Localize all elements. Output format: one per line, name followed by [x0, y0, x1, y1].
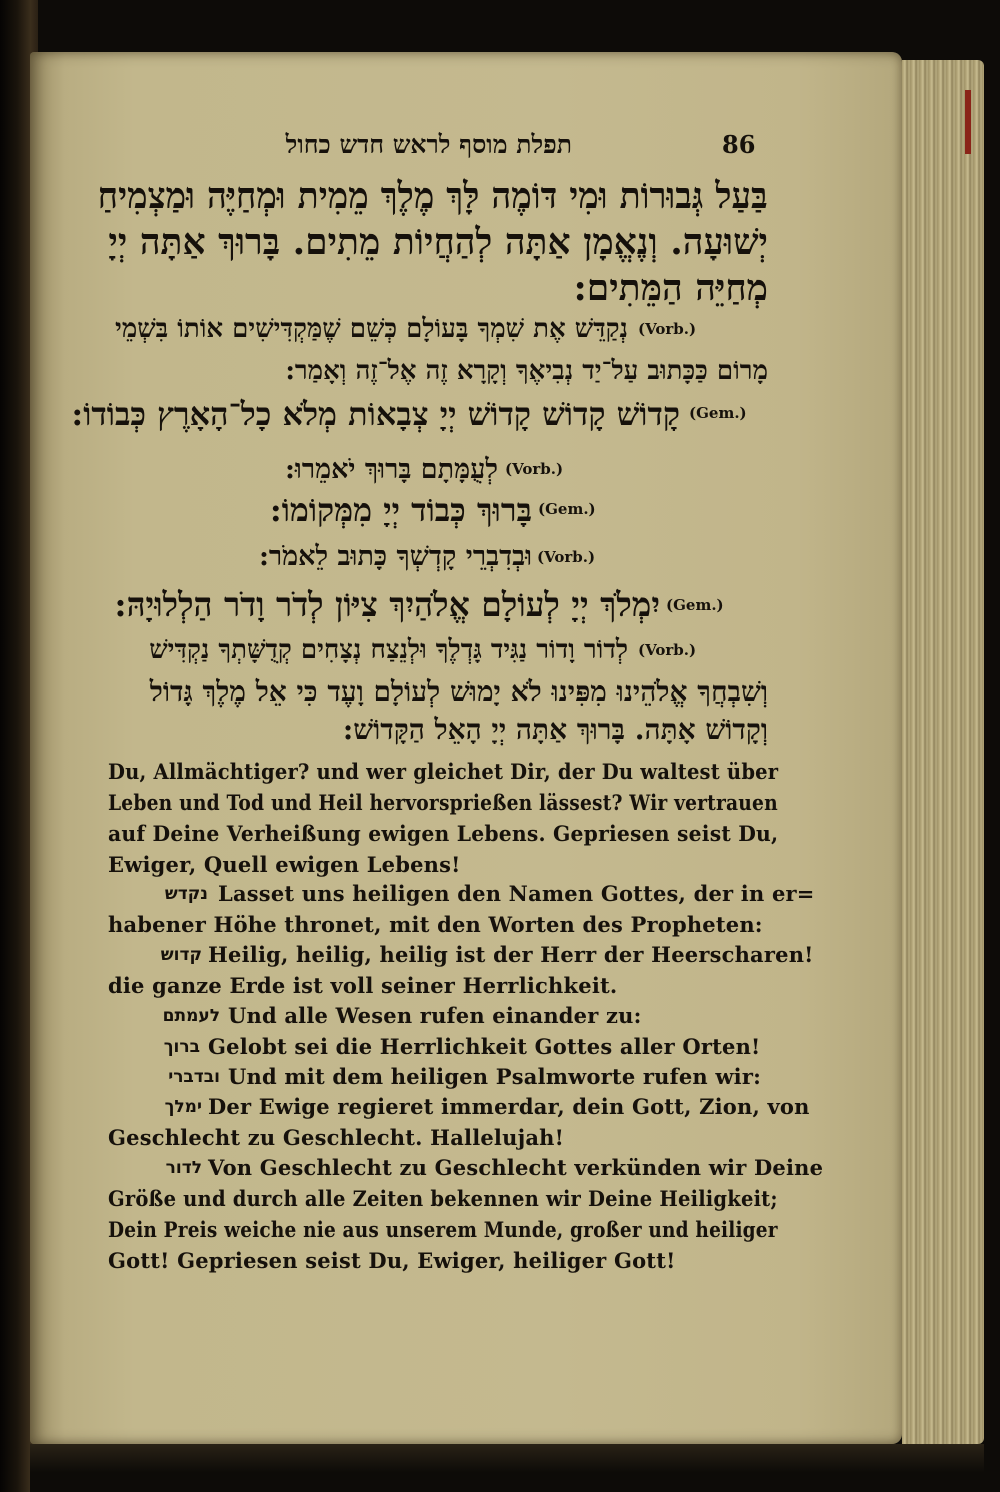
hebrew-line-10: יִמְלֹךְ יְיָ לְעוֹלָם אֱלֹהַיִךְ צִיּוֹן לְדֹר וָדֹר הַלְלוּיָהּ: [114, 585, 660, 624]
hebrew-cue-word: לעמתם [162, 1006, 220, 1026]
german-line-6: habener Höhe thronet, mit den Worten des Propheten: [108, 912, 763, 937]
german-line-8: die ganze Erde ist voll seiner Herrlichkeit. [108, 973, 618, 998]
hebrew-line-9: וּבְדִבְרֵי קָדְשְׁךָ כָּתוּב לֵאמֹר: [258, 541, 532, 572]
german-line-5: Lasset uns heiligen den Namen Gottes, der in er= [218, 881, 815, 906]
german-line-10: Gelobt sei die Herrlichkeit Gottes aller Orten! [208, 1034, 761, 1059]
hebrew-cue-word: נקדש [164, 884, 208, 904]
hebrew-line-3: מְחַיֵּה הַמֵּתִים: [573, 267, 768, 309]
role-label: (Vorb.) [638, 320, 697, 338]
page-edges [902, 60, 984, 1444]
german-line-2: Leben und Tod und Heil hervorsprießen lässest? Wir vertrauen [108, 790, 778, 815]
german-line-17: Gott! Gepriesen seist Du, Ewiger, heiliger Gott! [108, 1248, 676, 1273]
running-head: תפלת מוסף לראש חדש כחול [285, 130, 572, 159]
page-number: 86 [722, 130, 756, 159]
german-line-15: Größe und durch alle Zeiten bekennen wir Deine Heiligkeit; [108, 1186, 778, 1211]
role-label: (Vorb.) [537, 548, 596, 566]
german-line-14: Von Geschlecht zu Geschlecht verkünden wir Deine [208, 1155, 824, 1180]
hebrew-cue-word: לדור [165, 1158, 202, 1178]
hebrew-cue-word: ברוך [163, 1037, 200, 1057]
german-line-9: Und alle Wesen rufen einander zu: [228, 1003, 642, 1028]
role-label: (Gem.) [689, 404, 747, 422]
hebrew-line-8: בָּרוּךְ כְּבוֹד יְיָ מִמְּקוֹמוֹ: [269, 491, 532, 529]
ribbon-marker [965, 90, 971, 154]
hebrew-line-2: יְשׁוּעָה. וְנֶאֱמָן אַתָּה לְהַחֲיוֹת מֵתִים. בָּרוּךְ אַתָּה יְיָ [108, 221, 768, 263]
german-line-13: Geschlecht zu Geschlecht. Hallelujah! [108, 1125, 565, 1150]
role-label: (Vorb.) [638, 641, 697, 659]
role-label: (Gem.) [538, 500, 596, 518]
german-line-1: Du, Allmächtiger? und wer gleichet Dir, der Du waltest über [108, 759, 779, 784]
german-line-16: Dein Preis weiche nie aus unserem Munde, großer und heiliger [108, 1217, 778, 1242]
hebrew-cue-word: ובדברי [168, 1067, 220, 1087]
german-line-3: auf Deine Verheißung ewigen Lebens. Gepriesen seist Du, [108, 821, 779, 846]
german-line-12: Der Ewige regieret immerdar, dein Gott, Zion, von [208, 1094, 810, 1119]
hebrew-line-1: בַּעַל גְּבוּרוֹת וּמִי דּוֹמֶה לָּךְ מֶלֶךְ מֵמִית וּמְחַיֶּה וּמַצְמִיחַ [97, 175, 768, 217]
bottom-shadow [30, 1444, 984, 1492]
hebrew-line-11: לְדוֹר וָדוֹר נַגִּיד גָּדְלֶךָ וּלְנֵצַח נְצָחִים קְדֻשָּׁתְךָ נַקְדִּישׁ [149, 635, 628, 665]
role-label: (Gem.) [666, 596, 724, 614]
role-label: (Vorb.) [505, 460, 564, 478]
hebrew-line-5: מָרוֹם כַּכָּתוּב עַל־יַד נְבִיאֶךָ וְקָרָא זֶה אֶל־זֶה וְאָמַר: [285, 356, 768, 386]
german-line-7: Heilig, heilig, heilig ist der Herr der Heerscharen! [208, 942, 814, 967]
hebrew-line-4: נְקַדֵּשׁ אֶת שִׁמְךָ בָּעוֹלָם כְּשֵׁם שֶׁמַּקְדִּישִׁים אוֹתוֹ בִּשְׁמֵי [115, 314, 628, 344]
german-line-11: Und mit dem heiligen Psalmworte rufen wir: [228, 1064, 762, 1089]
hebrew-line-7: לְעֻמָּתָם בָּרוּךְ יֹאמֵרוּ: [284, 454, 498, 485]
hebrew-line-6: קָדוֹשׁ קָדוֹשׁ קָדוֹשׁ יְיָ צְבָאוֹת מְלֹא כָל־הָאָרֶץ כְּבוֹדוֹ: [71, 395, 680, 433]
hebrew-cue-word: קדוש [160, 945, 202, 965]
hebrew-line-13: וְקָדוֹשׁ אָתָּה. בָּרוּךְ אַתָּה יְיָ הָאֵל הַקָּדוֹשׁ: [342, 713, 768, 746]
german-line-4: Ewiger, Quell ewigen Lebens! [108, 852, 461, 877]
hebrew-cue-word: ימלך [164, 1097, 202, 1117]
hebrew-line-12: וְשִׁבְחֲךָ אֱלֹהֵינוּ מִפִּינוּ לֹא יָמוּשׁ לְעוֹלָם וָעֶד כִּי אֵל מֶלֶךְ גָּדוֹל [149, 675, 768, 708]
